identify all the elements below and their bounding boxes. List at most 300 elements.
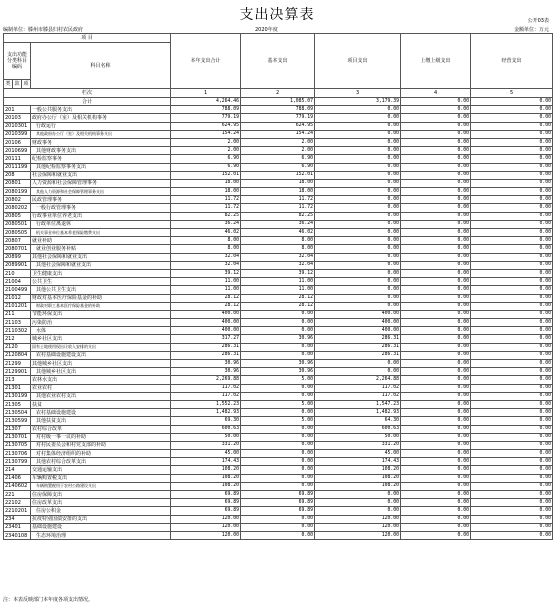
project-cell: 0.00 <box>315 507 401 515</box>
item-code: 22102 <box>4 499 31 507</box>
operating-cell: 0.00 <box>471 122 553 130</box>
total-cell: 120.00 <box>171 531 241 539</box>
total-cell: 331.20 <box>171 441 241 449</box>
upper-cell: 0.00 <box>401 188 471 196</box>
table-row <box>4 351 553 359</box>
upper-cell: 0.00 <box>401 310 471 318</box>
item-name: 其他农村综合改革支出 <box>31 458 171 466</box>
item-code: 21307 <box>4 425 31 433</box>
table-row <box>4 237 553 245</box>
total-operating-cell: 0.00 <box>471 98 553 106</box>
total-cell: 1,482.93 <box>171 409 241 417</box>
column-no-3: 3 <box>315 89 401 98</box>
project-cell: 0.00 <box>315 163 401 171</box>
column-no-label: 栏次 <box>4 89 171 98</box>
table-row <box>4 482 553 490</box>
total-project-cell: 3,179.39 <box>315 98 401 106</box>
project-cell: 120.00 <box>315 531 401 539</box>
operating-cell: 0.00 <box>471 400 553 408</box>
item-name: 基础设施建设 <box>31 523 171 531</box>
item-code: 2120 <box>4 343 31 351</box>
project-cell: 331.20 <box>315 441 401 449</box>
project-cell: 0.00 <box>315 368 401 376</box>
item-code: 20802 <box>4 196 31 204</box>
total-cell: 28.12 <box>171 294 241 302</box>
item-name: 抗疫特别国债安排的支出 <box>31 515 171 523</box>
basic-cell: 0.00 <box>241 310 315 318</box>
project-cell: 117.02 <box>315 384 401 392</box>
total-cell: 2.00 <box>171 138 241 146</box>
total-cell: 600.63 <box>171 425 241 433</box>
table-row <box>4 212 553 220</box>
project-cell: 108.20 <box>315 474 401 482</box>
upper-cell: 0.00 <box>401 507 471 515</box>
item-name: 水体 <box>31 327 171 335</box>
upper-cell: 0.00 <box>401 441 471 449</box>
operating-cell: 0.00 <box>471 147 553 155</box>
table-row <box>4 327 553 335</box>
upper-cell: 0.00 <box>401 163 471 171</box>
basic-cell: 69.89 <box>241 491 315 499</box>
table-row <box>4 147 553 155</box>
table-row <box>4 302 553 310</box>
project-cell: 0.00 <box>315 138 401 146</box>
table-row <box>4 261 553 269</box>
operating-cell: 0.00 <box>471 204 553 212</box>
operating-cell: 0.00 <box>471 515 553 523</box>
basic-cell: 5.00 <box>241 376 315 384</box>
basic-cell: 152.01 <box>241 171 315 179</box>
item-name: 其他城乡社区支出 <box>31 360 171 368</box>
operating-cell: 0.00 <box>471 310 553 318</box>
operating-cell: 0.00 <box>471 384 553 392</box>
project-cell: 0.00 <box>315 155 401 163</box>
operating-cell: 0.00 <box>471 523 553 531</box>
basic-cell: 0.00 <box>241 384 315 392</box>
basic-cell: 28.12 <box>241 294 315 302</box>
column-no-5: 5 <box>471 89 553 98</box>
total-cell: 286.31 <box>171 351 241 359</box>
item-code: 214 <box>4 466 31 474</box>
item-name: 其他农业农村支出 <box>31 392 171 400</box>
upper-cell: 0.00 <box>401 343 471 351</box>
operating-cell: 0.00 <box>471 327 553 335</box>
item-code: 23401 <box>4 523 31 531</box>
item-name: 纪检监察事务 <box>31 155 171 163</box>
operating-cell: 0.00 <box>471 245 553 253</box>
upper-cell: 0.00 <box>401 531 471 539</box>
project-cell: 0.00 <box>315 245 401 253</box>
item-name: 生态环境治理 <box>31 531 171 539</box>
upper-cell: 0.00 <box>401 523 471 531</box>
table-row <box>4 122 553 130</box>
basic-cell: 8.00 <box>241 237 315 245</box>
operating-cell: 0.00 <box>471 130 553 138</box>
total-cell: 69.89 <box>171 507 241 515</box>
operating-cell: 0.00 <box>471 425 553 433</box>
project-cell: 174.43 <box>315 458 401 466</box>
item-name: 交通运输支出 <box>31 466 171 474</box>
footnote: 注：本表反映部门本年度各项支出情况。 <box>3 597 94 603</box>
basic-cell: 18.00 <box>241 188 315 196</box>
item-name: 对村级一事一议的补助 <box>31 433 171 441</box>
upper-cell: 0.00 <box>401 122 471 130</box>
item-name: 车辆购置税用于农村公路建设支出 <box>31 482 171 490</box>
operating-cell: 0.00 <box>471 466 553 474</box>
project-cell: 400.00 <box>315 310 401 318</box>
upper-cell: 0.00 <box>401 392 471 400</box>
basic-cell: 18.00 <box>241 179 315 187</box>
upper-cell: 0.00 <box>401 155 471 163</box>
basic-cell: 32.04 <box>241 261 315 269</box>
project-cell: 0.00 <box>315 286 401 294</box>
project-expense-header: 项目支出 <box>315 34 401 89</box>
item-name: 机关事业单位基本养老保险缴费支出 <box>31 229 171 237</box>
table-row <box>4 179 553 187</box>
total-header: 本年支出合计 <box>171 34 241 89</box>
operating-cell: 0.00 <box>471 261 553 269</box>
basic-cell: 0.00 <box>241 531 315 539</box>
table-row <box>4 409 553 417</box>
lei-header: 类 <box>5 81 11 87</box>
basic-cell: 154.24 <box>241 130 315 138</box>
total-cell: 32.04 <box>171 261 241 269</box>
total-cell: 108.20 <box>171 474 241 482</box>
project-cell: 0.00 <box>315 122 401 130</box>
basic-cell: 0.00 <box>241 433 315 441</box>
upper-cell: 0.00 <box>401 302 471 310</box>
item-code: 2130199 <box>4 392 31 400</box>
project-cell: 0.00 <box>315 196 401 204</box>
item-code: 2080701 <box>4 245 31 253</box>
project-cell: 0.00 <box>315 114 401 122</box>
table-row <box>4 384 553 392</box>
upper-cell: 0.00 <box>401 515 471 523</box>
item-code: 201 <box>4 106 31 114</box>
kuan-header: 款 <box>14 81 20 87</box>
table-row <box>4 319 553 327</box>
total-cell: 108.20 <box>171 466 241 474</box>
project-cell: 0.00 <box>315 278 401 286</box>
basic-cell: 30.96 <box>241 368 315 376</box>
item-code: 20899 <box>4 253 31 261</box>
project-cell: 0.00 <box>315 294 401 302</box>
table-row <box>4 531 553 539</box>
total-cell: 11.72 <box>171 196 241 204</box>
basic-cell: 0.00 <box>241 458 315 466</box>
table-row <box>4 220 553 228</box>
total-cell: 45.00 <box>171 450 241 458</box>
basic-cell: 11.00 <box>241 278 315 286</box>
total-cell: 788.09 <box>171 106 241 114</box>
item-code: 20801 <box>4 179 31 187</box>
total-cell: 36.24 <box>171 220 241 228</box>
basic-cell: 36.24 <box>241 220 315 228</box>
table-row <box>4 204 553 212</box>
operating-cell: 0.00 <box>471 335 553 343</box>
total-row <box>4 98 553 106</box>
item-name: 一般行政管理事务 <box>31 204 171 212</box>
item-name: 农村基础设施建设支出 <box>31 351 171 359</box>
operating-cell: 0.00 <box>471 368 553 376</box>
table-row <box>4 155 553 163</box>
total-cell: 30.96 <box>171 368 241 376</box>
upper-cell: 0.00 <box>401 335 471 343</box>
upper-cell: 0.00 <box>401 499 471 507</box>
project-cell: 0.00 <box>315 491 401 499</box>
upper-cell: 0.00 <box>401 384 471 392</box>
item-name: 其他城乡社区支出 <box>31 368 171 376</box>
basic-cell: 82.25 <box>241 212 315 220</box>
item-code: 2130504 <box>4 409 31 417</box>
item-code: 211 <box>4 310 31 318</box>
total-cell: 18.00 <box>171 188 241 196</box>
item-name: 节能环保支出 <box>31 310 171 318</box>
item-code: 20111 <box>4 155 31 163</box>
upper-cell: 0.00 <box>401 360 471 368</box>
basic-cell: 32.04 <box>241 253 315 261</box>
upper-cell: 0.00 <box>401 179 471 187</box>
basic-cell: 6.90 <box>241 163 315 171</box>
operating-cell: 0.00 <box>471 531 553 539</box>
total-cell: 39.12 <box>171 269 241 277</box>
function-code-header: 支出功能分类科目编码 <box>4 43 31 80</box>
upper-cell: 0.00 <box>401 196 471 204</box>
item-name: 一般公共服务支出 <box>31 106 171 114</box>
total-cell: 108.20 <box>171 482 241 490</box>
project-cell: 0.00 <box>315 171 401 179</box>
total-cell: 1,552.23 <box>171 400 241 408</box>
operating-cell: 0.00 <box>471 319 553 327</box>
total-basic-cell: 1,085.07 <box>241 98 315 106</box>
operating-cell: 0.00 <box>471 294 553 302</box>
item-name: 政府办公厅（室）及相关机构事务 <box>31 114 171 122</box>
table-row <box>4 360 553 368</box>
table-row <box>4 433 553 441</box>
project-cell: 286.31 <box>315 351 401 359</box>
table-row <box>4 376 553 384</box>
item-code: 2011199 <box>4 163 31 171</box>
table-row <box>4 458 553 466</box>
form-number: 公开03表 <box>527 18 549 24</box>
item-code: 2340108 <box>4 531 31 539</box>
item-name: 公共卫生 <box>31 278 171 286</box>
table-row <box>4 106 553 114</box>
item-name: 行政单位离退休 <box>31 220 171 228</box>
item-name: 其他纪检监察事务支出 <box>31 163 171 171</box>
item-code: 20106 <box>4 138 31 146</box>
table-row <box>4 171 553 179</box>
column-no-4: 4 <box>401 89 471 98</box>
basic-cell: 69.89 <box>241 499 315 507</box>
operating-cell: 0.00 <box>471 409 553 417</box>
item-name: 其他社会保障和就业支出 <box>31 261 171 269</box>
item-code: 2130799 <box>4 458 31 466</box>
basic-cell: 30.96 <box>241 335 315 343</box>
operating-cell: 0.00 <box>471 360 553 368</box>
operating-cell: 0.00 <box>471 507 553 515</box>
project-cell: 108.20 <box>315 482 401 490</box>
item-code: 20103 <box>4 114 31 122</box>
upper-cell: 0.00 <box>401 294 471 302</box>
total-cell: 8.00 <box>171 245 241 253</box>
project-cell: 0.00 <box>315 220 401 228</box>
table-row <box>4 245 553 253</box>
upper-cell: 0.00 <box>401 351 471 359</box>
item-code: 2210201 <box>4 507 31 515</box>
item-code: 21305 <box>4 400 31 408</box>
item-name: 车辆购置税支出 <box>31 474 171 482</box>
basic-cell: 0.00 <box>241 441 315 449</box>
project-cell: 600.63 <box>315 425 401 433</box>
upper-cell: 0.00 <box>401 229 471 237</box>
project-cell: 0.00 <box>315 106 401 114</box>
total-cell: 8.00 <box>171 237 241 245</box>
upper-cell: 0.00 <box>401 433 471 441</box>
table-row <box>4 286 553 294</box>
basic-cell: 0.00 <box>241 319 315 327</box>
upper-cell: 0.00 <box>401 171 471 179</box>
item-code: 21406 <box>4 474 31 482</box>
total-cell: 779.19 <box>171 114 241 122</box>
project-cell: 0.00 <box>315 188 401 196</box>
operating-cell: 0.00 <box>471 196 553 204</box>
basic-cell: 39.12 <box>241 269 315 277</box>
project-cell: 2,264.88 <box>315 376 401 384</box>
item-name: 住房改革支出 <box>31 499 171 507</box>
operating-cell: 0.00 <box>471 474 553 482</box>
upper-cell: 0.00 <box>401 114 471 122</box>
basic-cell: 0.00 <box>241 466 315 474</box>
basic-cell: 624.95 <box>241 122 315 130</box>
total-cell: 82.25 <box>171 212 241 220</box>
basic-cell: 0.00 <box>241 343 315 351</box>
expenditure-table <box>3 33 553 540</box>
total-cell: 69.30 <box>171 417 241 425</box>
upper-cell: 0.00 <box>401 450 471 458</box>
table-row <box>4 335 553 343</box>
total-cell: 69.89 <box>171 491 241 499</box>
operating-cell: 0.00 <box>471 179 553 187</box>
item-code: 2110302 <box>4 327 31 335</box>
operating-cell: 0.00 <box>471 491 553 499</box>
operating-cell: 0.00 <box>471 343 553 351</box>
item-code: 2100499 <box>4 286 31 294</box>
basic-cell: 0.00 <box>241 482 315 490</box>
total-cell: 286.31 <box>171 343 241 351</box>
report-title: 支出决算表 <box>239 7 315 23</box>
project-cell: 400.00 <box>315 327 401 335</box>
total-cell: 400.00 <box>171 310 241 318</box>
operating-cell: 0.00 <box>471 220 553 228</box>
item-code: 20807 <box>4 237 31 245</box>
basic-cell: 5.00 <box>241 417 315 425</box>
table-row <box>4 491 553 499</box>
total-cell: 6.90 <box>171 163 241 171</box>
project-cell: 0.00 <box>315 253 401 261</box>
basic-cell: 0.00 <box>241 474 315 482</box>
basic-cell: 8.00 <box>241 245 315 253</box>
item-code: 2130599 <box>4 417 31 425</box>
total-cell: 69.89 <box>171 499 241 507</box>
upper-cell: 0.00 <box>401 212 471 220</box>
upper-cell: 0.00 <box>401 376 471 384</box>
project-cell: 0.00 <box>315 204 401 212</box>
basic-cell: 0.00 <box>241 392 315 400</box>
project-cell: 0.00 <box>315 130 401 138</box>
item-name-header: 科目名称 <box>31 43 171 89</box>
table-row <box>4 441 553 449</box>
upper-cell: 0.00 <box>401 400 471 408</box>
upper-cell: 0.00 <box>401 425 471 433</box>
upper-cell: 0.00 <box>401 261 471 269</box>
table-row <box>4 138 553 146</box>
basic-cell: 779.19 <box>241 114 315 122</box>
operating-header: 经营支出 <box>471 34 553 89</box>
item-code: 21103 <box>4 319 31 327</box>
project-cell: 286.31 <box>315 343 401 351</box>
item-code: 2080501 <box>4 220 31 228</box>
project-cell: 0.00 <box>315 499 401 507</box>
item-code: 2080202 <box>4 204 31 212</box>
table-row <box>4 523 553 531</box>
table-row <box>4 253 553 261</box>
total-cell: 6.90 <box>171 155 241 163</box>
total-cell: 154.24 <box>171 130 241 138</box>
total-upper-cell: 0.00 <box>401 98 471 106</box>
operating-cell: 0.00 <box>471 482 553 490</box>
item-code: 2130701 <box>4 433 31 441</box>
basic-cell: 11.72 <box>241 204 315 212</box>
total-cell: 46.02 <box>171 229 241 237</box>
basic-cell: 46.02 <box>241 229 315 237</box>
item-name: 其他扶贫支出 <box>31 417 171 425</box>
project-cell: 0.00 <box>315 360 401 368</box>
operating-cell: 0.00 <box>471 417 553 425</box>
operating-cell: 0.00 <box>471 376 553 384</box>
basic-cell: 11.72 <box>241 196 315 204</box>
item-name: 财政对基本医疗保险基金的补助 <box>31 294 171 302</box>
total-cell: 4,264.46 <box>171 98 241 106</box>
item-code: 208 <box>4 171 31 179</box>
upper-cell: 0.00 <box>401 138 471 146</box>
item-name: 扶贫 <box>31 400 171 408</box>
item-code: 210 <box>4 269 31 277</box>
total-label: 合计 <box>4 98 171 106</box>
project-cell: 0.00 <box>315 229 401 237</box>
table-row <box>4 294 553 302</box>
project-cell: 0.00 <box>315 212 401 220</box>
table-row <box>4 130 553 138</box>
total-cell: 18.00 <box>171 179 241 187</box>
upper-cell: 0.00 <box>401 245 471 253</box>
item-code: 2140602 <box>4 482 31 490</box>
operating-cell: 0.00 <box>471 188 553 196</box>
total-cell: 2.00 <box>171 147 241 155</box>
project-cell: 120.00 <box>315 523 401 531</box>
item-name: 民政管理事务 <box>31 196 171 204</box>
table-row <box>4 499 553 507</box>
operating-cell: 0.00 <box>471 441 553 449</box>
upper-cell: 0.00 <box>401 458 471 466</box>
project-cell: 120.00 <box>315 515 401 523</box>
total-cell: 400.00 <box>171 327 241 335</box>
operating-cell: 0.00 <box>471 433 553 441</box>
project-cell: 45.00 <box>315 450 401 458</box>
item-name: 其他政府办公厅（室）及相关机构事务支出 <box>31 130 171 138</box>
basic-cell: 69.89 <box>241 507 315 515</box>
project-header: 项 目 <box>4 34 171 43</box>
